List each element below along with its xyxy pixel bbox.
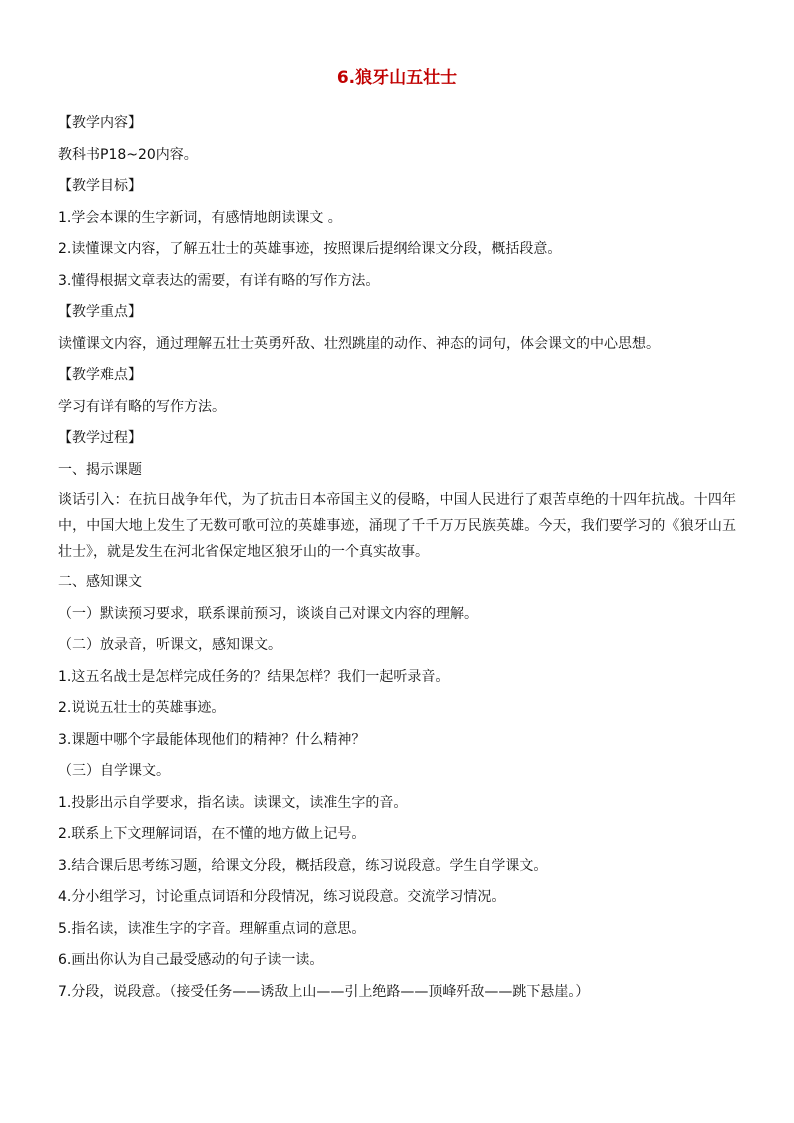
text-line: （三）自学课文。 [58, 763, 170, 779]
text-line: 1.学会本课的生字新词，有感情地朗读课文 。 [58, 209, 342, 226]
text-line: 6.画出你认为自己最受感动的句子读一读。 [58, 952, 324, 968]
text-line: （二）放录音，听课文，感知课文。 [58, 637, 282, 653]
text-line: 2.联系上下文理解词语，在不懂的地方做上记号。 [58, 826, 366, 842]
text-line: 2.读懂课文内容，了解五壮士的英雄事迹，按照课后提纲给课文分段，概括段意。 [58, 241, 562, 257]
document-title: 6.狼牙山五壮士 [336, 68, 458, 88]
text-line: （一）默读预习要求，联系课前预习，谈谈自己对课文内容的理解。 [58, 605, 478, 622]
subheading-perceive-text: 二、感知课文 [58, 574, 142, 590]
subheading-reveal-topic: 一、揭示课题 [58, 461, 142, 478]
text-line: 4.分小组学习，讨论重点词语和分段情况，练习说段意。交流学习情况。 [58, 889, 506, 905]
text-line: 3.结合课后思考练习题，给课文分段，概括段意，练习说段意。学生自学课文。 [58, 857, 548, 874]
section-heading-difficulties: 【教学难点】 [58, 367, 142, 383]
intro-paragraph: 谈话引入：在抗日战争年代，为了抗击日本帝国主义的侵略，中国人民进行了艰苦卓绝的十四年抗战。十四年中，中国大地上发生了无数可歌可泣的英雄事迹，涌现了千千万万民族英雄。今天，我们要学习的《狼牙山五壮士》，就是发生在河北省保定地区狼牙山的一个真实故事。 [58, 492, 736, 560]
text-line: 3.课题中哪个字最能体现他们的精神？什么精神？ [58, 731, 366, 748]
text-line: 2.说说五壮士的英雄事迹。 [58, 700, 226, 716]
text-line: 读懂课文内容，通过理解五壮士英勇歼敌、壮烈跳崖的动作、神态的词句，体会课文的中心思想。 [58, 335, 660, 352]
text-line: 1.这五名战士是怎样完成任务的？结果怎样？我们一起听录音。 [58, 668, 450, 685]
text-line: 学习有详有略的写作方法。 [58, 398, 226, 415]
text-line: 7.分段，说段意。（接受任务——诱敌上山——引上绝路——顶峰歼敌——跳下悬崖。） [58, 983, 590, 1000]
text-line: 5.指名读，读准生字的字音。理解重点词的意思。 [58, 920, 366, 937]
text-line: 3.懂得根据文章表达的需要，有详有略的写作方法。 [58, 272, 380, 289]
text-line: 1.投影出示自学要求，指名读。读课文，读准生字的音。 [58, 794, 408, 811]
section-heading-key-points: 【教学重点】 [58, 304, 142, 320]
section-heading-process: 【教学过程】 [58, 430, 142, 446]
section-heading-goals: 【教学目标】 [58, 178, 142, 194]
section-heading-content: 【教学内容】 [58, 115, 142, 131]
text-line: 教科书P18~20内容。 [58, 146, 198, 163]
